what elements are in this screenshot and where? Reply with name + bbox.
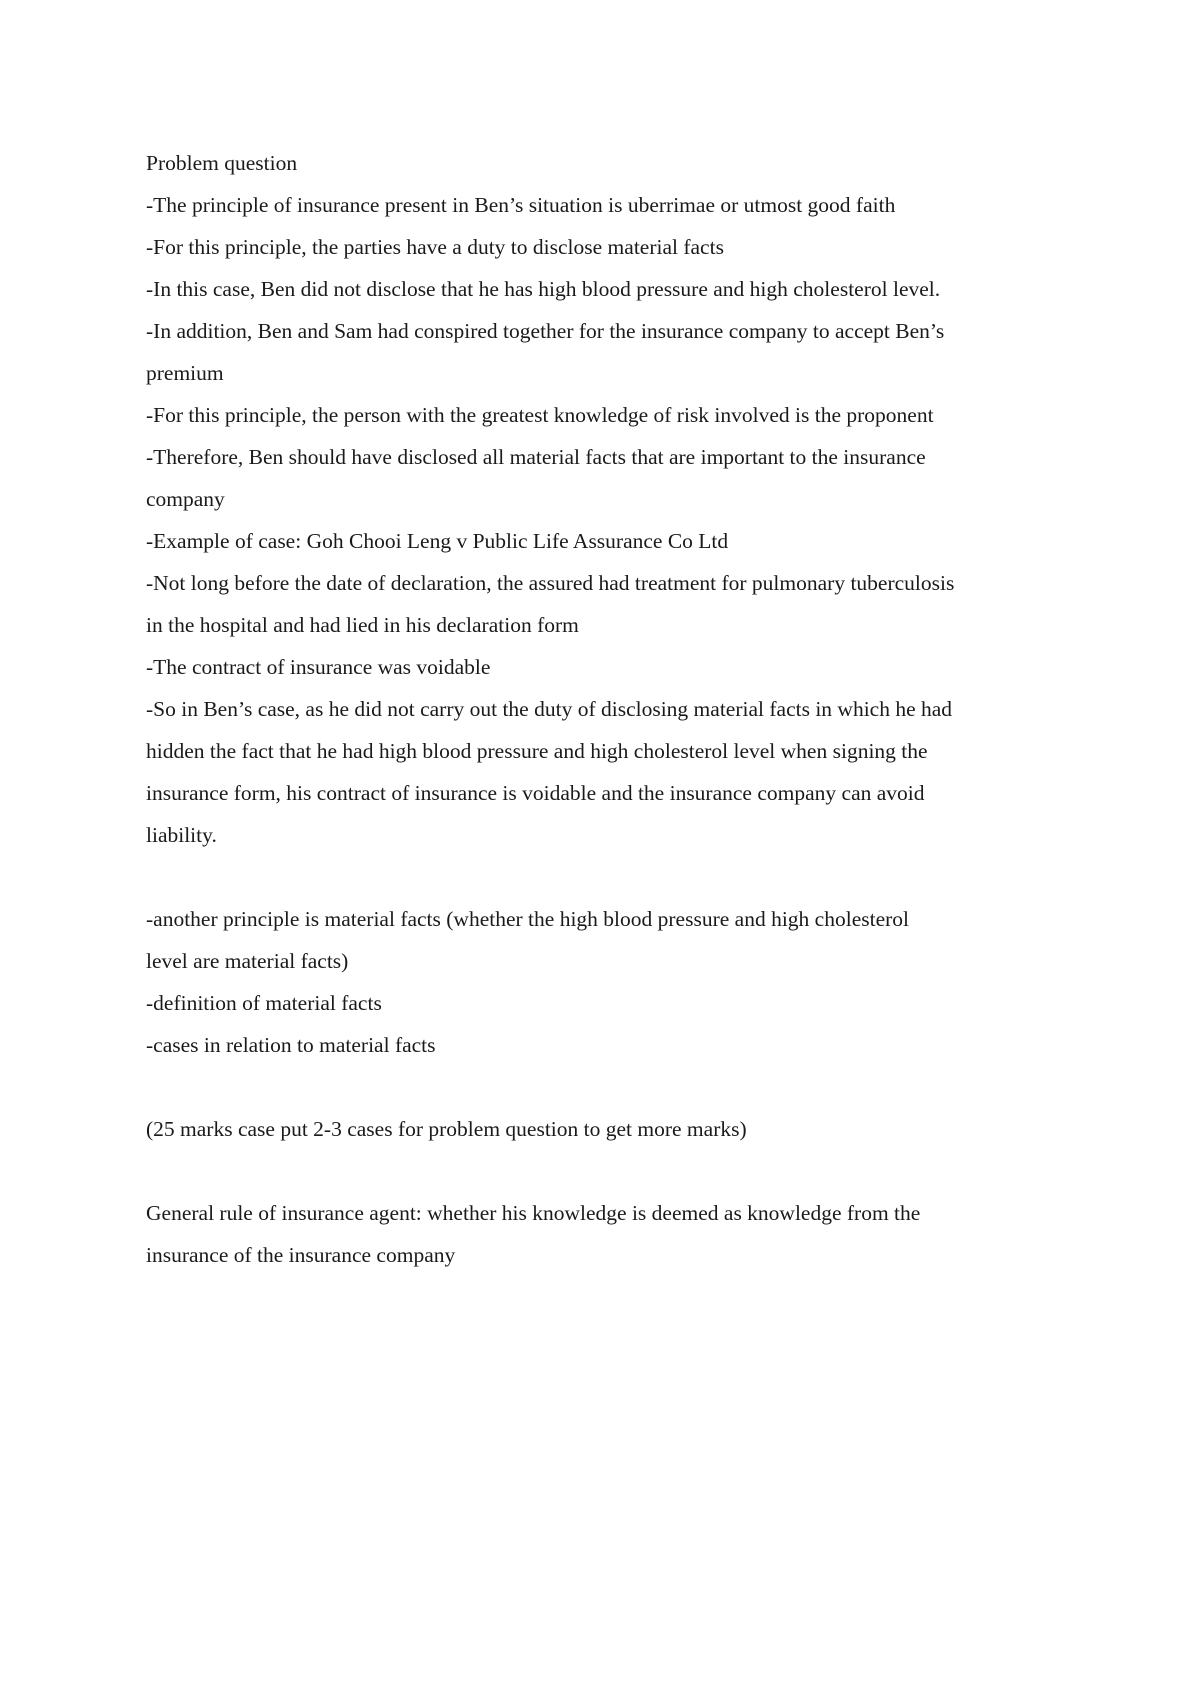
text-line: company — [146, 487, 225, 511]
text-line: -definition of material facts — [146, 991, 382, 1015]
text-line: General rule of insurance agent: whether his knowledge is deemed as knowledge from the — [146, 1201, 921, 1225]
text-line: -The contract of insurance was voidable — [146, 655, 491, 679]
paragraph-gap — [146, 1066, 1076, 1108]
section-utmost-good-faith — [146, 184, 1076, 856]
document-body — [146, 142, 1076, 1276]
section-marks-note — [146, 1108, 1076, 1150]
text-line: (25 marks case put 2-3 cases for problem question to get more marks) — [146, 1117, 747, 1141]
section-insurance-agent — [146, 1192, 1076, 1276]
paragraph-gap — [146, 1150, 1076, 1192]
text-line: -In this case, Ben did not disclose that he has high blood pressure and high cholesterol level. — [146, 277, 941, 301]
text-line: -For this principle, the person with the greatest knowledge of risk involved is the proponent — [146, 403, 934, 427]
text-line: -The principle of insurance present in Ben’s situation is uberrimae or utmost good faith — [146, 193, 896, 217]
text-line: -Example of case: Goh Chooi Leng v Public Life Assurance Co Ltd — [146, 529, 729, 553]
text-line: level are material facts) — [146, 949, 349, 973]
text-line: -Not long before the date of declaration, the assured had treatment for pulmonary tuberculosis — [146, 571, 955, 595]
text-line: hidden the fact that he had high blood pressure and high cholesterol level when signing the — [146, 739, 928, 763]
paragraph-gap — [146, 856, 1076, 898]
text-line: -In addition, Ben and Sam had conspired together for the insurance company to accept Ben’s — [146, 319, 945, 343]
section-material-facts — [146, 898, 1076, 1066]
text-line: -Therefore, Ben should have disclosed all material facts that are important to the insurance — [146, 445, 926, 469]
text-line: insurance form, his contract of insurance is voidable and the insurance company can avoid — [146, 781, 925, 805]
text-line: -So in Ben’s case, as he did not carry out the duty of disclosing material facts in which he had — [146, 697, 953, 721]
text-line: -cases in relation to material facts — [146, 1033, 436, 1057]
text-line: -For this principle, the parties have a duty to disclose material facts — [146, 235, 724, 259]
text-line: insurance of the insurance company — [146, 1243, 456, 1267]
document-heading: Problem question — [146, 151, 298, 175]
text-line: -another principle is material facts (whether the high blood pressure and high cholesterol — [146, 907, 909, 931]
text-line: in the hospital and had lied in his declaration form — [146, 613, 579, 637]
text-line: liability. — [146, 823, 217, 847]
text-line: premium — [146, 361, 224, 385]
